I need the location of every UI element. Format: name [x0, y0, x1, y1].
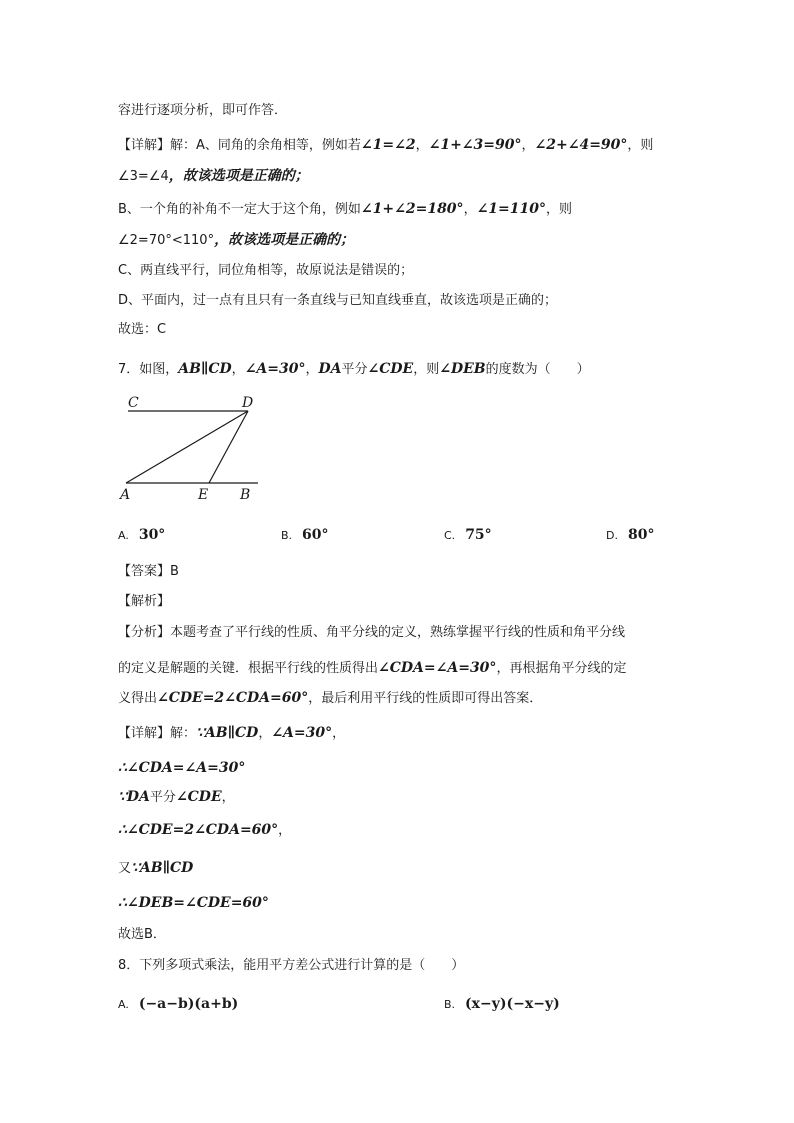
text-segment: 【详解】解：A、同角的余角相等，例如若 — [118, 138, 361, 153]
option-d[interactable] — [606, 525, 654, 546]
text-segment: ，再根据角平分线的定 — [496, 661, 627, 676]
text-segment: 【答案】B — [118, 564, 179, 579]
text-segment: ， — [231, 362, 245, 377]
text-segment: ， — [258, 726, 272, 741]
text-segment: 7．如图， — [118, 362, 179, 377]
text-segment: B、一个角的补角不一定大于这个角，例如 — [118, 202, 361, 217]
question-8-stem — [118, 956, 464, 976]
option-c-value: 75° — [465, 527, 492, 543]
label-d: D — [242, 395, 254, 411]
detail-line-7 — [118, 925, 166, 945]
text-segment: ， — [415, 138, 429, 153]
text-segment: 平分 — [341, 362, 368, 377]
text-segment: 【解析】 — [118, 594, 171, 609]
text-segment: 故选B． — [118, 927, 166, 942]
text-segment: 的定义是解题的关键．根据平行线的性质得出 — [118, 661, 379, 676]
text-segment: ，则 — [546, 202, 573, 217]
option-8b-label: B. — [444, 998, 456, 1011]
text-line-7 — [118, 291, 557, 311]
text-segment: 8．下列多项式乘法，能用平方差公式进行计算的是（ ） — [118, 958, 465, 973]
option-8a-label: A. — [118, 998, 129, 1011]
detail-line-1 — [118, 723, 345, 744]
math-expression: ∵DA — [118, 789, 150, 805]
text-line-6 — [118, 261, 413, 281]
segment-de — [209, 411, 248, 483]
text-segment: 又 — [118, 861, 132, 876]
math-expression: ∠1=110° — [476, 201, 547, 217]
text-segment: ，则 — [627, 138, 654, 153]
option-b-value: 60° — [302, 527, 329, 543]
math-expression: ∴∠DEB=∠CDE=60° — [118, 895, 269, 911]
math-expression: ∵AB∥CD — [131, 860, 194, 876]
label-e: E — [198, 487, 209, 503]
option-a[interactable] — [118, 525, 165, 546]
option-8a-value: (−a−b)(a+b) — [138, 996, 239, 1012]
text-line-8 — [118, 320, 166, 340]
math-expression: ∠2+∠4=90° — [534, 137, 628, 153]
option-d-label: D. — [606, 529, 618, 542]
question-7-stem — [118, 359, 590, 380]
math-expression: ∠CDE=2∠CDA=60° — [157, 690, 309, 706]
math-expression: ∴∠CDA=∠A=30° — [118, 760, 246, 776]
math-expression: ，故该选项是正确的； — [168, 168, 309, 184]
detail-line-4 — [118, 820, 291, 841]
segment-da — [126, 411, 248, 483]
math-expression: ∴∠CDE=2∠CDA=60° — [118, 822, 279, 838]
text-segment: ， — [278, 823, 292, 838]
analysis-line-3 — [118, 688, 542, 709]
text-segment: C、两直线平行，同位角相等，故原说法是错误的； — [118, 263, 414, 278]
option-d-value: 80° — [627, 527, 655, 543]
text-segment: ， — [332, 726, 346, 741]
text-segment: 【分析】本题考查了平行线的性质、角平分线的定义，熟练掌握平行线的性质和角平分线 — [118, 625, 626, 640]
option-8b-value: (x−y)(−x−y) — [465, 996, 560, 1012]
math-expression: ，故该选项是正确的； — [214, 232, 355, 248]
math-expression: ∠A=30° — [271, 725, 333, 741]
text-segment: 容进行逐项分析，即可作答． — [118, 103, 288, 118]
analysis-line-1 — [118, 623, 625, 643]
text-line-5 — [118, 230, 354, 251]
option-a-value: 30° — [138, 527, 166, 543]
geometry-figure — [118, 393, 318, 503]
answer-line — [118, 562, 179, 582]
text-segment: ， — [463, 202, 477, 217]
math-expression: ∠1=∠2 — [360, 137, 416, 153]
label-c: C — [128, 395, 139, 411]
text-segment: D、平面内，过一点有且只有一条直线与已知直线垂直，故该选项是正确的； — [118, 293, 558, 308]
text-segment: 平分 — [149, 790, 176, 805]
text-line-3 — [118, 166, 309, 187]
text-segment: 故选：C — [118, 322, 167, 337]
option-c[interactable] — [444, 525, 492, 546]
math-expression: ∠CDE — [367, 361, 414, 377]
detail-line-2 — [118, 758, 245, 779]
math-expression: ∵AB∥CD — [196, 725, 259, 741]
math-expression: ∠A=30° — [244, 361, 306, 377]
detail-line-6 — [118, 893, 269, 914]
label-a: A — [120, 487, 131, 503]
option-a-label: A. — [118, 529, 129, 542]
math-expression: ∠CDE — [175, 789, 222, 805]
text-segment: ∠3=∠4 — [118, 169, 169, 184]
detail-line-5 — [118, 858, 193, 879]
option-b[interactable] — [281, 525, 329, 546]
text-segment: ， — [305, 362, 319, 377]
text-segment: 【详解】解： — [118, 726, 197, 741]
text-segment: ， — [521, 138, 535, 153]
math-expression: ∠1+∠3=90° — [428, 137, 522, 153]
text-line-2 — [118, 135, 653, 156]
option-8b[interactable] — [444, 994, 560, 1015]
option-c-label: C. — [444, 529, 456, 542]
text-line-1 — [118, 101, 287, 121]
math-expression: ∠DEB — [439, 361, 486, 377]
text-segment: 的度数为（ ） — [485, 362, 590, 377]
text-segment: ∠2=70°<110° — [118, 233, 215, 248]
text-segment: ，则 — [413, 362, 440, 377]
label-b: B — [240, 487, 251, 503]
math-expression: DA — [318, 361, 342, 377]
text-line-4 — [118, 199, 572, 220]
math-expression: ∠1+∠2=180° — [360, 201, 464, 217]
detail-line-3 — [118, 787, 235, 808]
analysis-heading — [118, 592, 170, 612]
text-segment: ， — [221, 790, 235, 805]
option-b-label: B. — [281, 529, 293, 542]
option-8a[interactable] — [118, 994, 238, 1015]
math-expression: ∠CDA=∠A=30° — [378, 660, 497, 676]
math-expression: AB∥CD — [178, 361, 232, 377]
analysis-line-2 — [118, 658, 626, 679]
text-segment: ，最后利用平行线的性质即可得出答案． — [308, 691, 543, 706]
text-segment: 义得出 — [118, 691, 158, 706]
